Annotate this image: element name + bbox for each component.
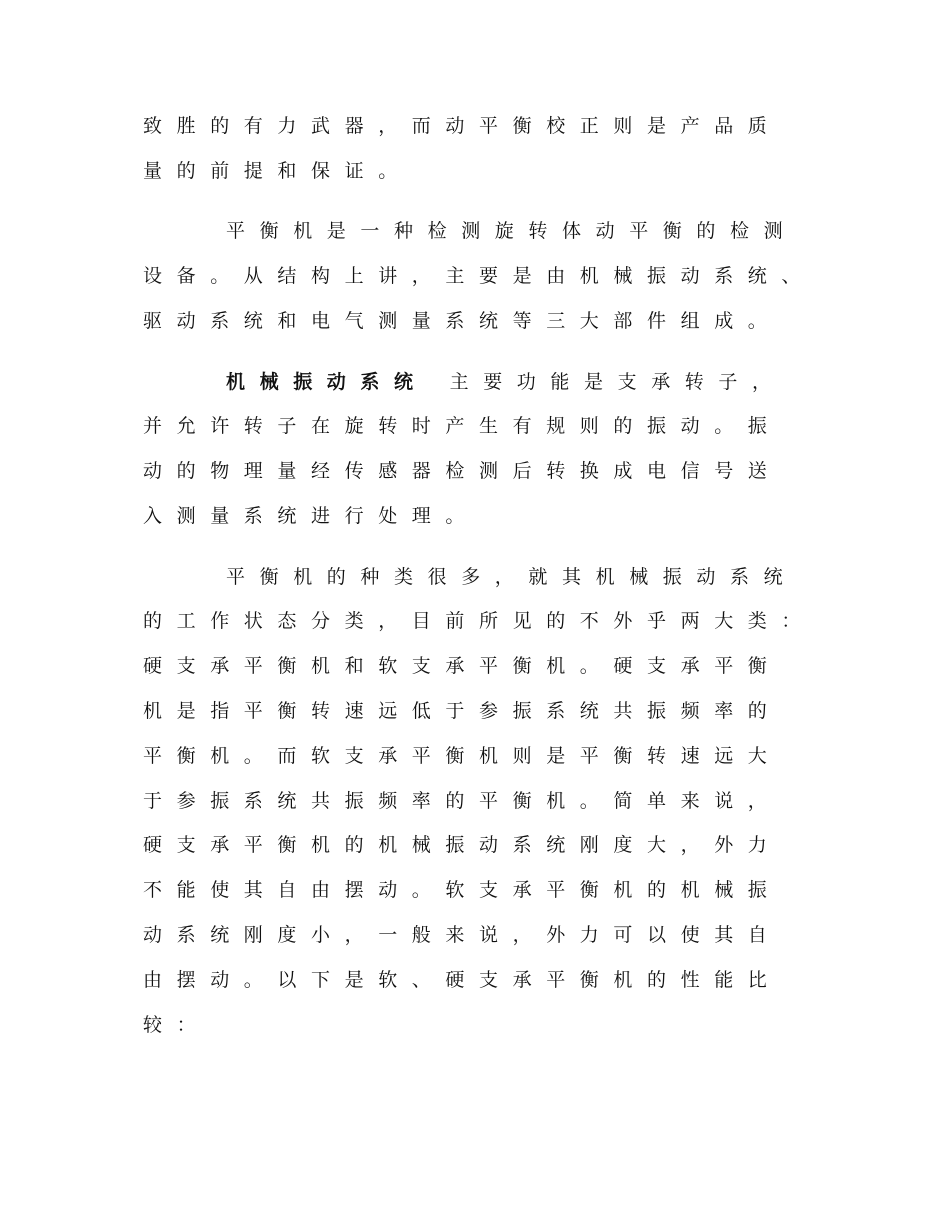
paragraph-4-line-1: 平衡机的种类很多，就其机械振动系统 xyxy=(226,566,798,588)
paragraph-3-line-3: 动的物理量经传感器检测后转换成电信号送 xyxy=(143,460,782,482)
paragraph-4-line-4: 机是指平衡转速远低于参振系统共振频率的 xyxy=(143,700,782,722)
paragraph-4-line-6: 于参振系统共振频率的平衡机。简单来说， xyxy=(143,790,782,812)
paragraph-4-line-9: 动系统刚度小，一般来说，外力可以使其自 xyxy=(143,924,782,946)
section-heading: 机械振动系统 xyxy=(226,371,428,393)
paragraph-3-line-1 xyxy=(226,367,786,397)
paragraph-3-line-2: 并允许转子在旋转时产生有规则的振动。振 xyxy=(143,415,782,437)
paragraph-4-line-2: 的工作状态分类，目前所见的不外乎两大类： xyxy=(143,610,816,632)
paragraph-4-line-5: 平衡机。而软支承平衡机则是平衡转速远大 xyxy=(143,745,782,767)
paragraph-2-line-2: 设备。从结构上讲，主要是由机械振动系统、 xyxy=(143,265,816,287)
paragraph-4-line-11: 较： xyxy=(143,1014,211,1036)
paragraph-4-line-3: 硬支承平衡机和软支承平衡机。硬支承平衡 xyxy=(143,655,782,677)
paragraph-4-line-7: 硬支承平衡机的机械振动系统刚度大，外力 xyxy=(143,834,782,856)
paragraph-2-line-1: 平衡机是一种检测旋转体动平衡的检测 xyxy=(226,220,798,242)
paragraph-2-line-3: 驱动系统和电气测量系统等三大部件组成。 xyxy=(143,310,782,332)
paragraph-4-line-8: 不能使其自由摆动。软支承平衡机的机械振 xyxy=(143,879,782,901)
paragraph-3-line-1-text: 主要功能是支承转子， xyxy=(449,371,786,393)
paragraph-1-line-1: 致胜的有力武器，而动平衡校正则是产品质 xyxy=(143,115,782,137)
paragraph-1-line-2: 量的前提和保证。 xyxy=(143,160,412,182)
paragraph-4-line-10: 由摆动。以下是软、硬支承平衡机的性能比 xyxy=(143,969,782,991)
paragraph-3-line-4: 入测量系统进行处理。 xyxy=(143,505,480,527)
